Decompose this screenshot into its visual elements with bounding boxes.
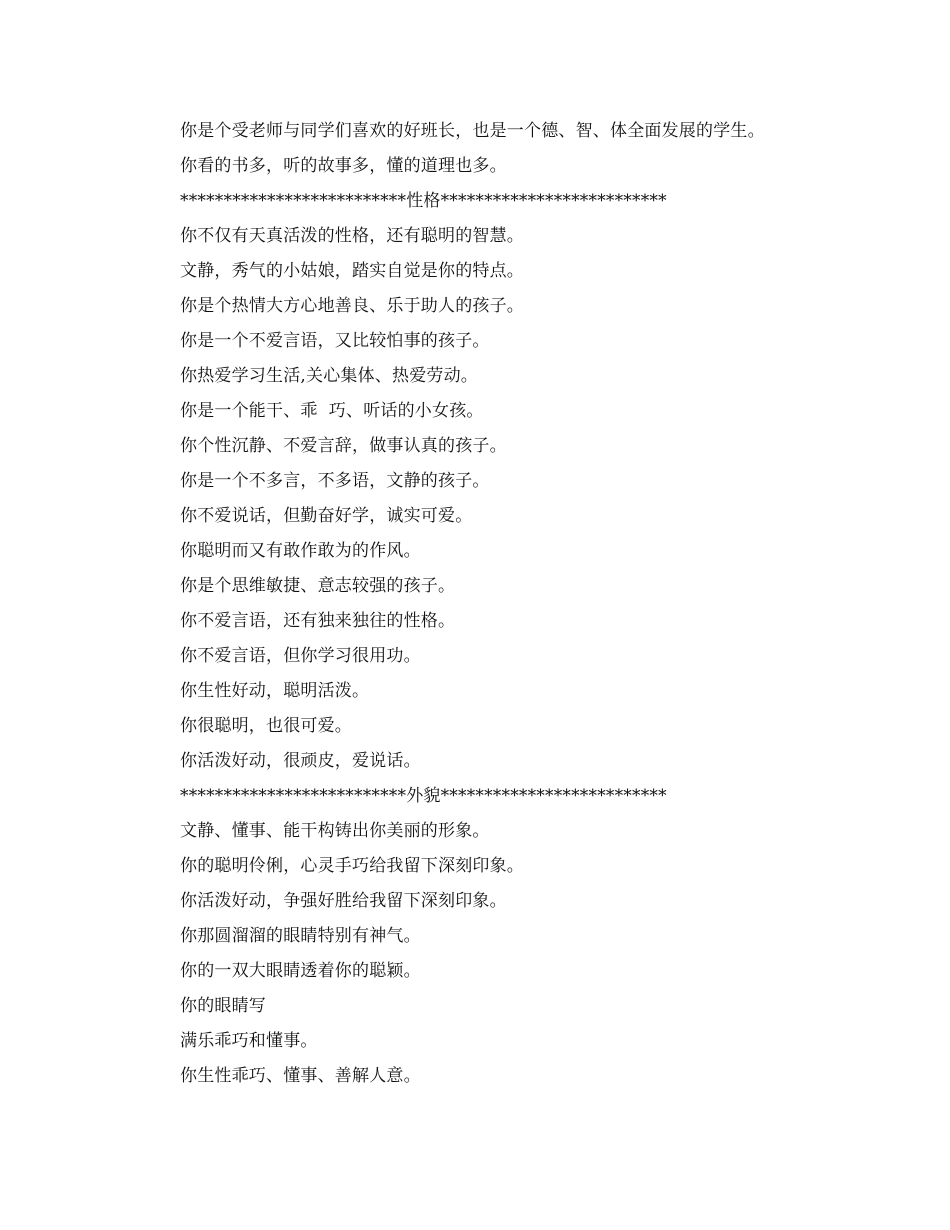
text-line: 你是个思维敏捷、意志较强的孩子。	[180, 576, 456, 596]
text-line: 你是一个能干、乖 巧、听话的小女孩。	[180, 401, 484, 421]
section-divider-appearance: **************************外貌**************************	[180, 786, 667, 806]
text-line: 你生性好动，聪明活泼。	[180, 681, 370, 701]
text-line: 你活泼好动，争强好胜给我留下深刻印象。	[180, 891, 507, 911]
text-line: 你不爱说话，但勤奋好学，诚实可爱。	[180, 506, 473, 526]
text-line: 你聪明而又有敢作敢为的作风。	[180, 541, 421, 561]
text-line: 文静、懂事、能干构铸出你美丽的形象。	[180, 821, 490, 841]
text-line: 你那圆溜溜的眼睛特别有神气。	[180, 926, 421, 946]
text-line: 你不爱言语，还有独来独往的性格。	[180, 611, 456, 631]
text-line: 你不爱言语，但你学习很用功。	[180, 646, 421, 666]
text-line: 满乐乖巧和懂事。	[180, 1031, 318, 1051]
text-line: 你热爱学习生活,关心集体、热爱劳动。	[180, 366, 479, 386]
text-line: 你生性乖巧、懂事、善解人意。	[180, 1066, 421, 1086]
text-line: 你是一个不爱言语，又比较怕事的孩子。	[180, 331, 490, 351]
text-line: 你个性沉静、不爱言辞，做事认真的孩子。	[180, 436, 507, 456]
text-line: 你很聪明，也很可爱。	[180, 716, 352, 736]
text-line: 你的聪明伶俐，心灵手巧给我留下深刻印象。	[180, 856, 524, 876]
text-line: 你不仅有天真活泼的性格，还有聪明的智慧。	[180, 226, 524, 246]
text-line: 你的眼睛写	[180, 996, 266, 1016]
text-line: 你是个热情大方心地善良、乐于助人的孩子。	[180, 296, 524, 316]
text-line: 文静，秀气的小姑娘，踏实自觉是你的特点。	[180, 261, 524, 281]
text-line: 你活泼好动，很顽皮，爱说话。	[180, 751, 421, 771]
text-line: 你是一个不多言，不多语，文静的孩子。	[180, 471, 490, 491]
text-line: 你是个受老师与同学们喜欢的好班长，也是一个德、智、体全面发展的学生。	[180, 121, 765, 141]
text-line: 你的一双大眼睛透着你的聪颖。	[180, 961, 421, 981]
document-body	[180, 114, 880, 1094]
text-line: 你看的书多，听的故事多，懂的道理也多。	[180, 156, 507, 176]
section-divider-personality: **************************性格**************************	[180, 191, 667, 211]
